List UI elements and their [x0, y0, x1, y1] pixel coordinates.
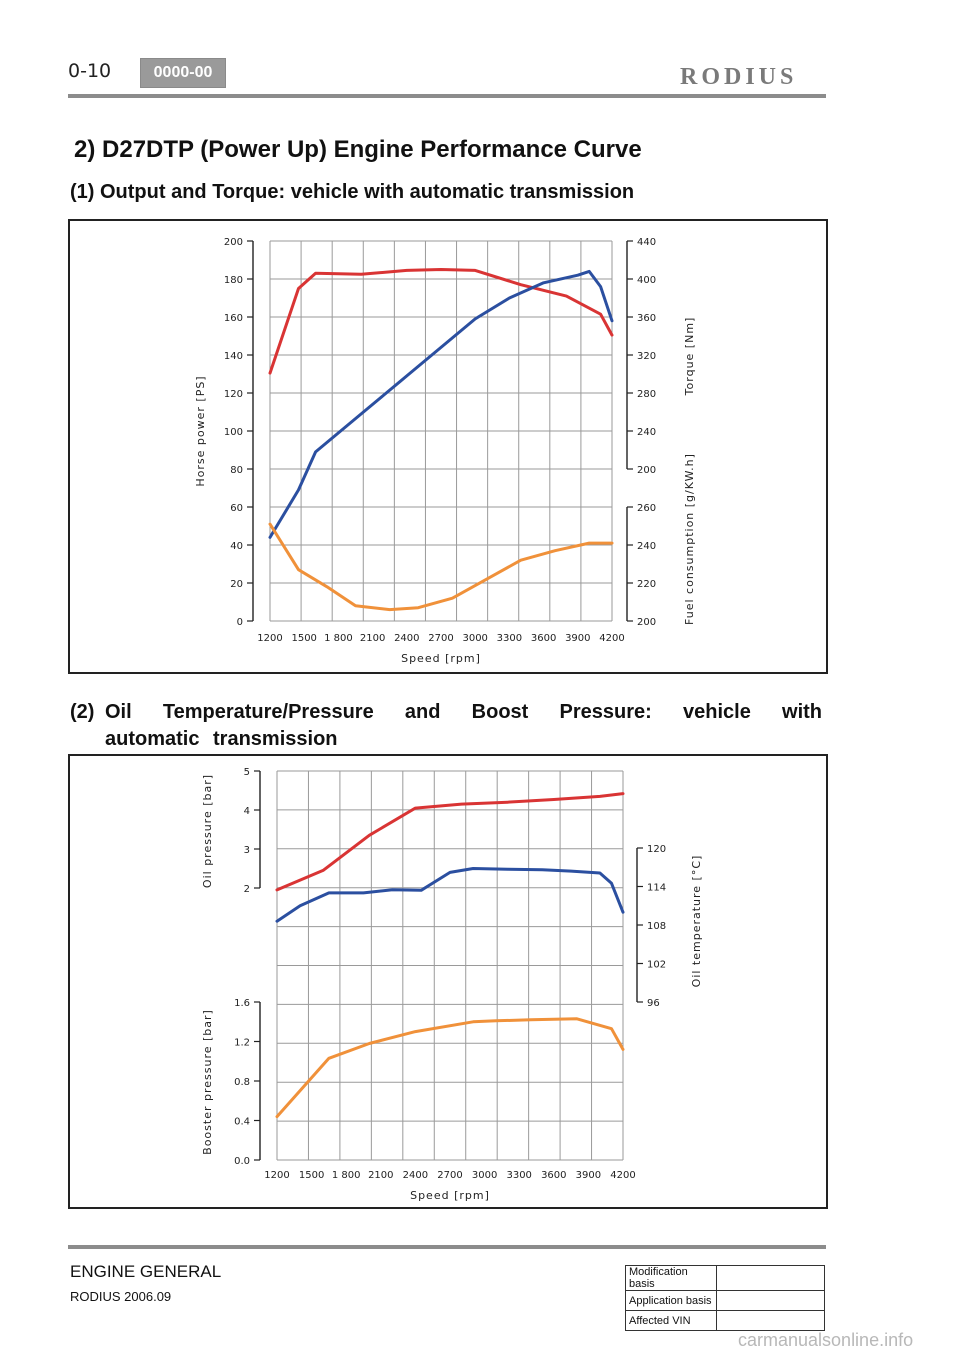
y-left-upper-axis-tick-label: 3 — [243, 845, 250, 856]
y-left-axis-tick-label: 0 — [236, 617, 243, 628]
x-tick-label: 1200 — [264, 1170, 290, 1181]
y-left-lower-axis-tick-label: 1.6 — [234, 998, 250, 1009]
y-right-axis-tick-label: 96 — [647, 998, 660, 1009]
chart-2-oil-boost — [70, 756, 826, 1207]
x-tick-label: 3000 — [471, 1170, 498, 1181]
x-axis-title: Speed [rpm] — [401, 652, 481, 665]
footer-date: RODIUS 2006.09 — [70, 1289, 172, 1304]
x-tick-label: 3900 — [565, 633, 591, 644]
x-tick-label: 1 800 — [331, 1170, 361, 1181]
y-left-lower-axis-tick-label: 0.0 — [234, 1156, 250, 1167]
footer-rule — [68, 1245, 826, 1249]
x-tick-label: 3600 — [530, 633, 557, 644]
y-left-axis-tick-label: 100 — [223, 427, 243, 438]
x-tick-label: 3900 — [575, 1170, 602, 1181]
modification-table — [625, 1265, 825, 1331]
x-tick-label: 2400 — [394, 633, 420, 644]
affected-vin-label: Affected VIN — [626, 1311, 717, 1331]
y-right-axis-tick-label: 108 — [647, 921, 667, 932]
brand-logo: RODIUS — [680, 64, 798, 90]
subsection-2-text: Oil Temperature/Pressure and Boost Pressure: vehicle with automatic transmission — [105, 701, 822, 750]
chart-1-frame — [68, 219, 828, 674]
y-left-axis-title: Horse power [PS] — [194, 375, 207, 487]
modification-basis-label: Modification basis — [626, 1266, 717, 1291]
application-basis-value — [717, 1291, 825, 1311]
y-right-axis-tick-label: 114 — [647, 882, 667, 894]
y-right-lower-axis-tick-label: 200 — [637, 617, 657, 628]
y-right-lower-axis-tick-label: 260 — [637, 503, 657, 514]
y-right-upper-axis-tick-label: 320 — [637, 351, 657, 362]
affected-vin-value — [717, 1311, 825, 1331]
y-left-upper-axis-tick-label: 5 — [243, 767, 250, 778]
section-title: 2) D27DTP (Power Up) Engine Performance Curve — [74, 136, 642, 163]
table-row — [626, 1291, 825, 1311]
y-left-axis-tick-label: 60 — [230, 503, 243, 514]
x-tick-label: 1500 — [298, 1170, 325, 1181]
y-right-upper-axis-tick-label: 400 — [637, 275, 657, 286]
table-row — [626, 1311, 825, 1331]
x-tick-label: 3000 — [462, 633, 488, 644]
watermark: carmanualsonline.info — [738, 1330, 914, 1350]
page-number: 0-10 — [68, 60, 112, 82]
oil-pressure-series-line — [277, 794, 623, 890]
y-left-lower-axis-title: Booster pressure [bar] — [201, 1009, 214, 1155]
fuel-consumption-series-line — [270, 524, 612, 610]
x-axis-title: Speed [rpm] — [410, 1189, 490, 1202]
y-left-axis-tick-label: 20 — [230, 579, 243, 590]
y-left-upper-axis-tick-label: 2 — [243, 884, 250, 895]
chart-1-output-torque — [70, 221, 826, 672]
x-tick-label: 1200 — [257, 633, 283, 644]
y-left-lower-axis-tick-label: 0.8 — [234, 1077, 250, 1088]
torque-series-line — [270, 270, 612, 374]
y-left-axis-tick-label: 140 — [223, 351, 243, 362]
y-right-axis-title: Oil temperature [°C] — [690, 854, 703, 988]
y-right-axis-tick-label: 120 — [647, 844, 667, 855]
y-left-axis-tick-label: 180 — [223, 275, 243, 286]
y-right-upper-axis-tick-label: 440 — [637, 237, 657, 248]
y-left-axis-tick-label: 40 — [230, 541, 243, 552]
x-tick-label: 2700 — [428, 633, 454, 644]
y-left-lower-axis-tick-label: 0.4 — [234, 1116, 250, 1128]
subsection-2-number: (2) — [70, 701, 95, 723]
header-rule — [68, 94, 826, 98]
x-tick-label: 2700 — [437, 1170, 463, 1181]
x-tick-label: 2400 — [402, 1170, 429, 1181]
y-right-upper-axis-tick-label: 280 — [637, 389, 657, 400]
y-left-axis-tick-label: 120 — [223, 389, 243, 400]
y-right-axis-tick-label: 102 — [647, 959, 667, 971]
y-left-lower-axis-tick-label: 1.2 — [234, 1037, 250, 1049]
y-left-axis-tick-label: 80 — [230, 465, 243, 476]
modification-basis-value — [717, 1266, 825, 1291]
subsection-1-title: (1) Output and Torque: vehicle with automatic transmission — [70, 181, 635, 203]
x-tick-label: 4200 — [610, 1170, 636, 1181]
y-left-axis-tick-label: 160 — [223, 313, 243, 324]
x-tick-label: 1500 — [291, 633, 317, 644]
chart-2-frame — [68, 754, 828, 1209]
x-tick-label: 2100 — [359, 633, 386, 644]
y-right-upper-axis-tick-label: 360 — [637, 313, 657, 324]
booster-pressure-series-line — [277, 1019, 623, 1117]
section-code-badge: 0000-00 — [140, 58, 226, 88]
y-right-upper-axis-tick-label: 240 — [637, 427, 657, 438]
y-left-upper-axis-tick-label: 4 — [243, 806, 250, 817]
y-right-lower-axis-title: Fuel consumption [g/KW.h] — [683, 453, 696, 625]
oil-temperature-series-line — [277, 869, 623, 922]
footer-section-name: ENGINE GENERAL — [70, 1262, 222, 1281]
table-row — [626, 1266, 825, 1291]
x-tick-label: 4200 — [599, 633, 625, 644]
y-right-upper-axis-tick-label: 200 — [637, 465, 657, 476]
application-basis-label: Application basis — [626, 1291, 717, 1311]
y-right-upper-axis-title: Torque [Nm] — [683, 316, 696, 396]
y-left-axis-tick-label: 200 — [223, 237, 243, 248]
y-right-lower-axis-tick-label: 220 — [637, 579, 657, 590]
y-right-lower-axis-tick-label: 240 — [637, 541, 657, 552]
x-tick-label: 3600 — [541, 1170, 567, 1181]
y-left-upper-axis-title: Oil pressure [bar] — [201, 773, 214, 889]
horsepower-series-line — [270, 271, 612, 537]
x-tick-label: 2100 — [368, 1170, 394, 1181]
x-tick-label: 3300 — [496, 633, 523, 644]
x-tick-label: 1 800 — [324, 633, 353, 644]
x-tick-label: 3300 — [506, 1170, 532, 1181]
